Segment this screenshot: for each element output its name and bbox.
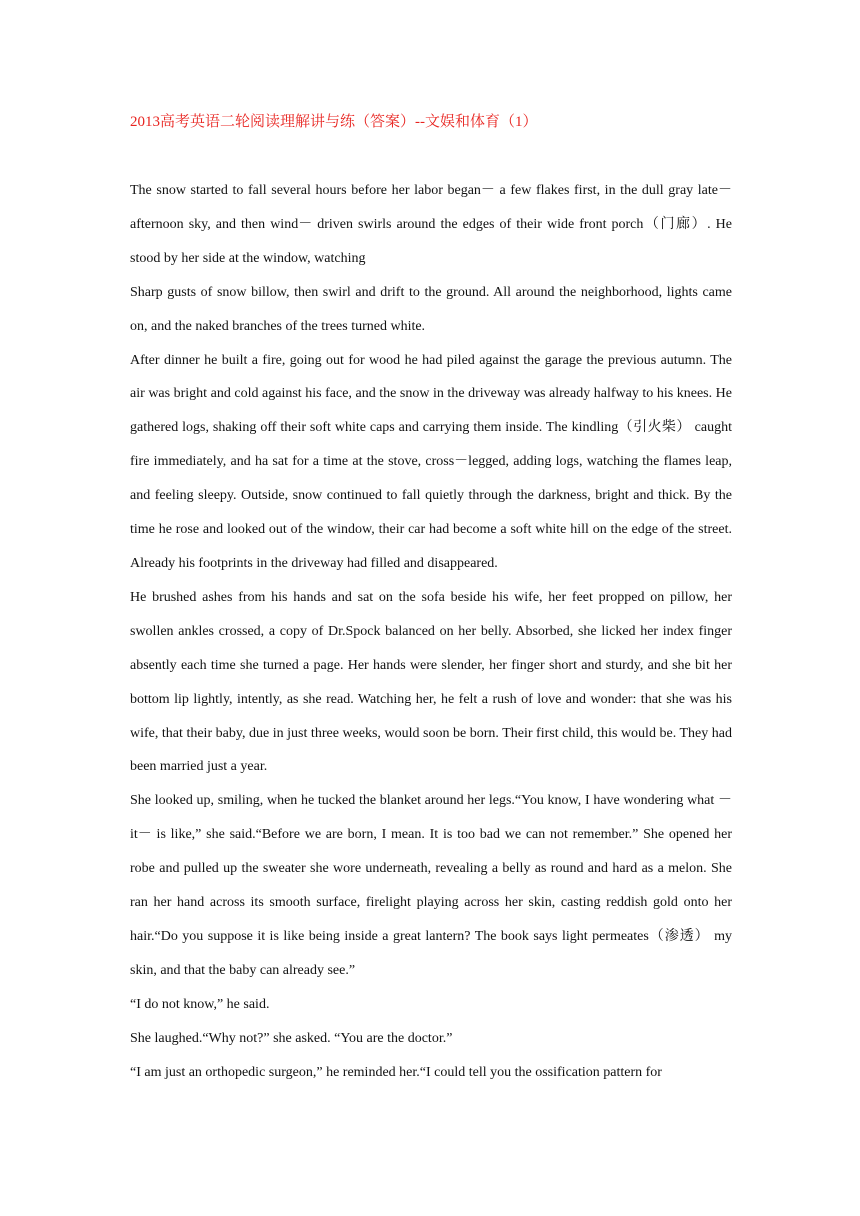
paragraph: He brushed ashes from his hands and sat on the sofa beside his wife, her feet propped on pillow, her swollen ankles crossed, a copy of Dr.Spock balanced on her belly. Absorbed, she licked her index finger absently each time she turned a page. Her hands were slender, her finger short and sturdy, and she bit her bottom lip lightly, intently, as she read. Watching her, he felt a rush of love and wonder: that she was his wife, that their baby, due in just three weeks, would soon be born. Their first child, this would be. They had been married just a year.	[130, 589, 732, 775]
document-title: 2013高考英语二轮阅读理解讲与练（答案）--文娱和体育（1）	[130, 114, 538, 130]
paragraph: She looked up, smiling, when he tucked the blanket around her legs.“You know, I have wondering what －it－ is like,” she said.“Before we are born, I mean. It is too bad we can not remember.” She opened her robe and pulled up the sweater she wore underneath, revealing a belly as round and hard as a melon. She ran her hand across its smooth surface, firelight playing across her skin, casting reddish gold onto her hair.“Do you suppose it is like being inside a great lantern? The book says light permeates（渗透） my skin, and that the baby can already see.”	[130, 793, 732, 978]
document-body	[130, 174, 732, 1089]
paragraph: After dinner he built a fire, going out for wood he had piled against the garage the previous autumn. The air was bright and cold against his face, and the snow in the driveway was already halfway to his knees. He gathered logs, shaking off their soft white caps and carrying them inside. The kindling（引火柴） caught fire immediately, and ha sat for a time at the stove, cross－legged, adding logs, watching the flames leap, and feeling sleepy. Outside, snow continued to fall quietly through the darkness, bright and thick. By the time he rose and looked out of the window, their car had become a soft white hill on the edge of the street. Already his footprints in the driveway had filled and disappeared.	[130, 352, 732, 571]
paragraph: The snow started to fall several hours before her labor began－ a few flakes first, in the dull gray late－ afternoon sky, and then wind－ driven swirls around the edges of their wide front porch（门廊）. He stood by her side at the window, watching	[130, 183, 732, 266]
paragraph: “I am just an orthopedic surgeon,” he reminded her.“I could tell you the ossification pattern for	[130, 1064, 662, 1080]
paragraph: She laughed.“Why not?” she asked. “You are the doctor.”	[130, 1030, 453, 1046]
paragraph: “I do not know,” he said.	[130, 996, 270, 1012]
paragraph: Sharp gusts of snow billow, then swirl and drift to the ground. All around the neighborhood, lights came on, and the naked branches of the trees turned white.	[130, 284, 732, 334]
